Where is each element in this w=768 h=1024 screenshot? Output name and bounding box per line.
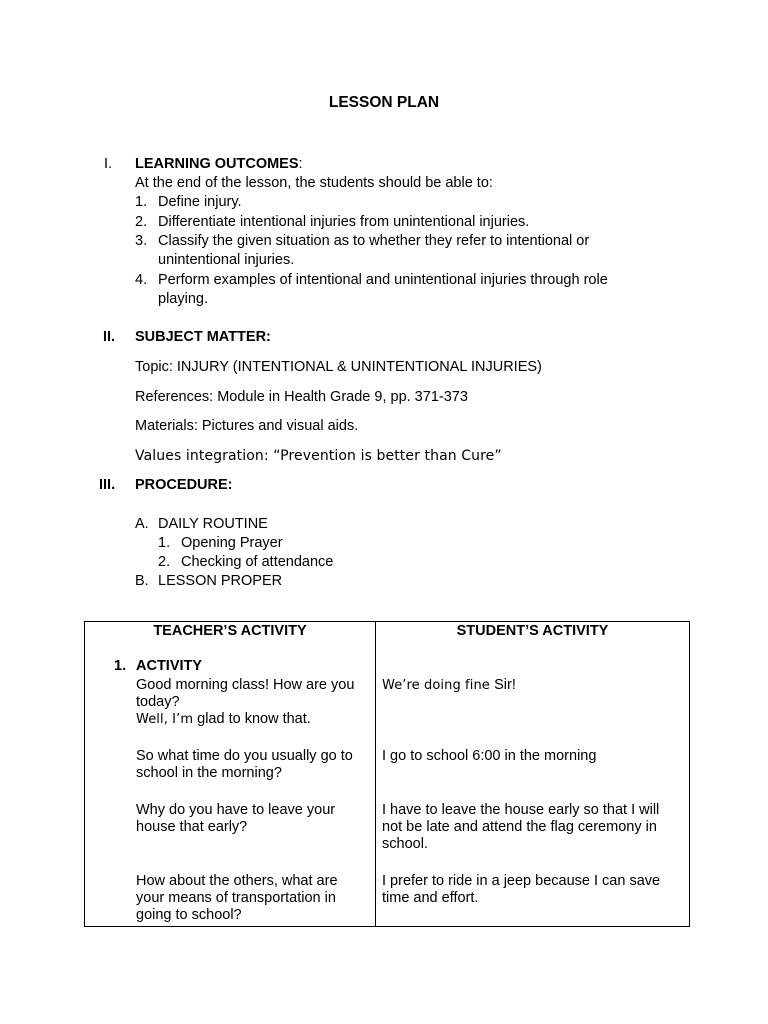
student-line-part: Sir! (494, 677, 516, 693)
outcome-num-2: 2. (135, 214, 148, 230)
teacher-line: school in the morning? (136, 765, 282, 781)
teacher-line: today? (136, 694, 180, 710)
procedure-heading: PROCEDURE: (135, 477, 233, 493)
procedure-a-letter: A. (135, 516, 149, 532)
teacher-line: house that early? (136, 819, 248, 835)
student-column (376, 622, 690, 927)
teacher-line: your means of transportation in (136, 890, 336, 906)
subject-matter-heading: SUBJECT MATTER: (135, 329, 271, 345)
outcome-text-4-line-1: Perform examples of intentional and unintentional injuries through role (158, 272, 608, 288)
outcome-num-1: 1. (135, 194, 148, 210)
lesson-proper-label: LESSON PROPER (158, 573, 283, 589)
outcome-num-4: 4. (135, 272, 148, 288)
values-integration-line: Values integration: “Prevention is better than Cure” (135, 448, 502, 464)
references-line: References: Module in Health Grade 9, pp. 371-373 (135, 389, 468, 405)
topic-line: Topic: INJURY (INTENTIONAL & UNINTENTIONAL INJURIES) (135, 359, 542, 375)
routine-num-2: 2. (158, 554, 171, 570)
learning-outcomes-heading (135, 155, 303, 173)
student-line-part: We’re doing fine (382, 678, 495, 693)
outcome-text-4-line-2: playing. (158, 291, 208, 307)
teacher-line (136, 711, 311, 729)
materials-line: Materials: Pictures and visual aids. (135, 418, 359, 434)
student-line: not be late and attend the flag ceremony in (382, 819, 657, 835)
student-line (382, 677, 516, 695)
activity-num: 1. (114, 658, 127, 674)
routine-item-1: Opening Prayer (181, 535, 283, 551)
student-line: I prefer to ride in a jeep because I can save (382, 873, 661, 889)
teacher-column (85, 622, 376, 927)
activity-label: ACTIVITY (136, 658, 203, 674)
student-line: I go to school 6:00 in the morning (382, 748, 597, 764)
section-numeral-2: II. (103, 329, 116, 345)
student-line: I have to leave the house early so that I will (382, 802, 660, 818)
heading-colon: : (298, 156, 303, 172)
teacher-activity-header: TEACHER’S ACTIVITY (153, 623, 307, 639)
activity-table (84, 621, 690, 927)
student-line: time and effort. (382, 890, 479, 906)
student-line: school. (382, 836, 428, 852)
student-activity-header: STUDENT’S ACTIVITY (456, 623, 609, 639)
section-numeral-3: III. (99, 477, 116, 493)
teacher-line: So what time do you usually go to (136, 748, 353, 764)
teacher-line: How about the others, what are (136, 873, 338, 889)
teacher-line-part: glad to know that. (193, 711, 311, 727)
outcome-text-1: Define injury. (158, 194, 242, 210)
learning-outcomes-intro: At the end of the lesson, the students should be able to: (135, 175, 493, 191)
outcome-text-3-line-2: unintentional injuries. (158, 252, 295, 268)
teacher-line-part: Well, I’m (136, 712, 194, 727)
routine-num-1: 1. (158, 535, 171, 551)
outcome-num-3: 3. (135, 233, 148, 249)
teacher-line: Good morning class! How are you (136, 677, 355, 693)
routine-item-2: Checking of attendance (181, 554, 334, 570)
learning-outcomes-heading-text: LEARNING OUTCOMES (135, 156, 299, 172)
outcome-text-2: Differentiate intentional injuries from unintentional injuries. (158, 214, 530, 230)
procedure-b-letter: B. (135, 573, 149, 589)
page-title: LESSON PLAN (328, 94, 440, 111)
teacher-line: Why do you have to leave your (136, 802, 336, 818)
daily-routine-label: DAILY ROUTINE (158, 516, 268, 532)
section-numeral-1: I. (104, 156, 113, 172)
outcome-text-3-line-1: Classify the given situation as to whether they refer to intentional or (158, 233, 590, 249)
teacher-line: going to school? (136, 907, 242, 923)
